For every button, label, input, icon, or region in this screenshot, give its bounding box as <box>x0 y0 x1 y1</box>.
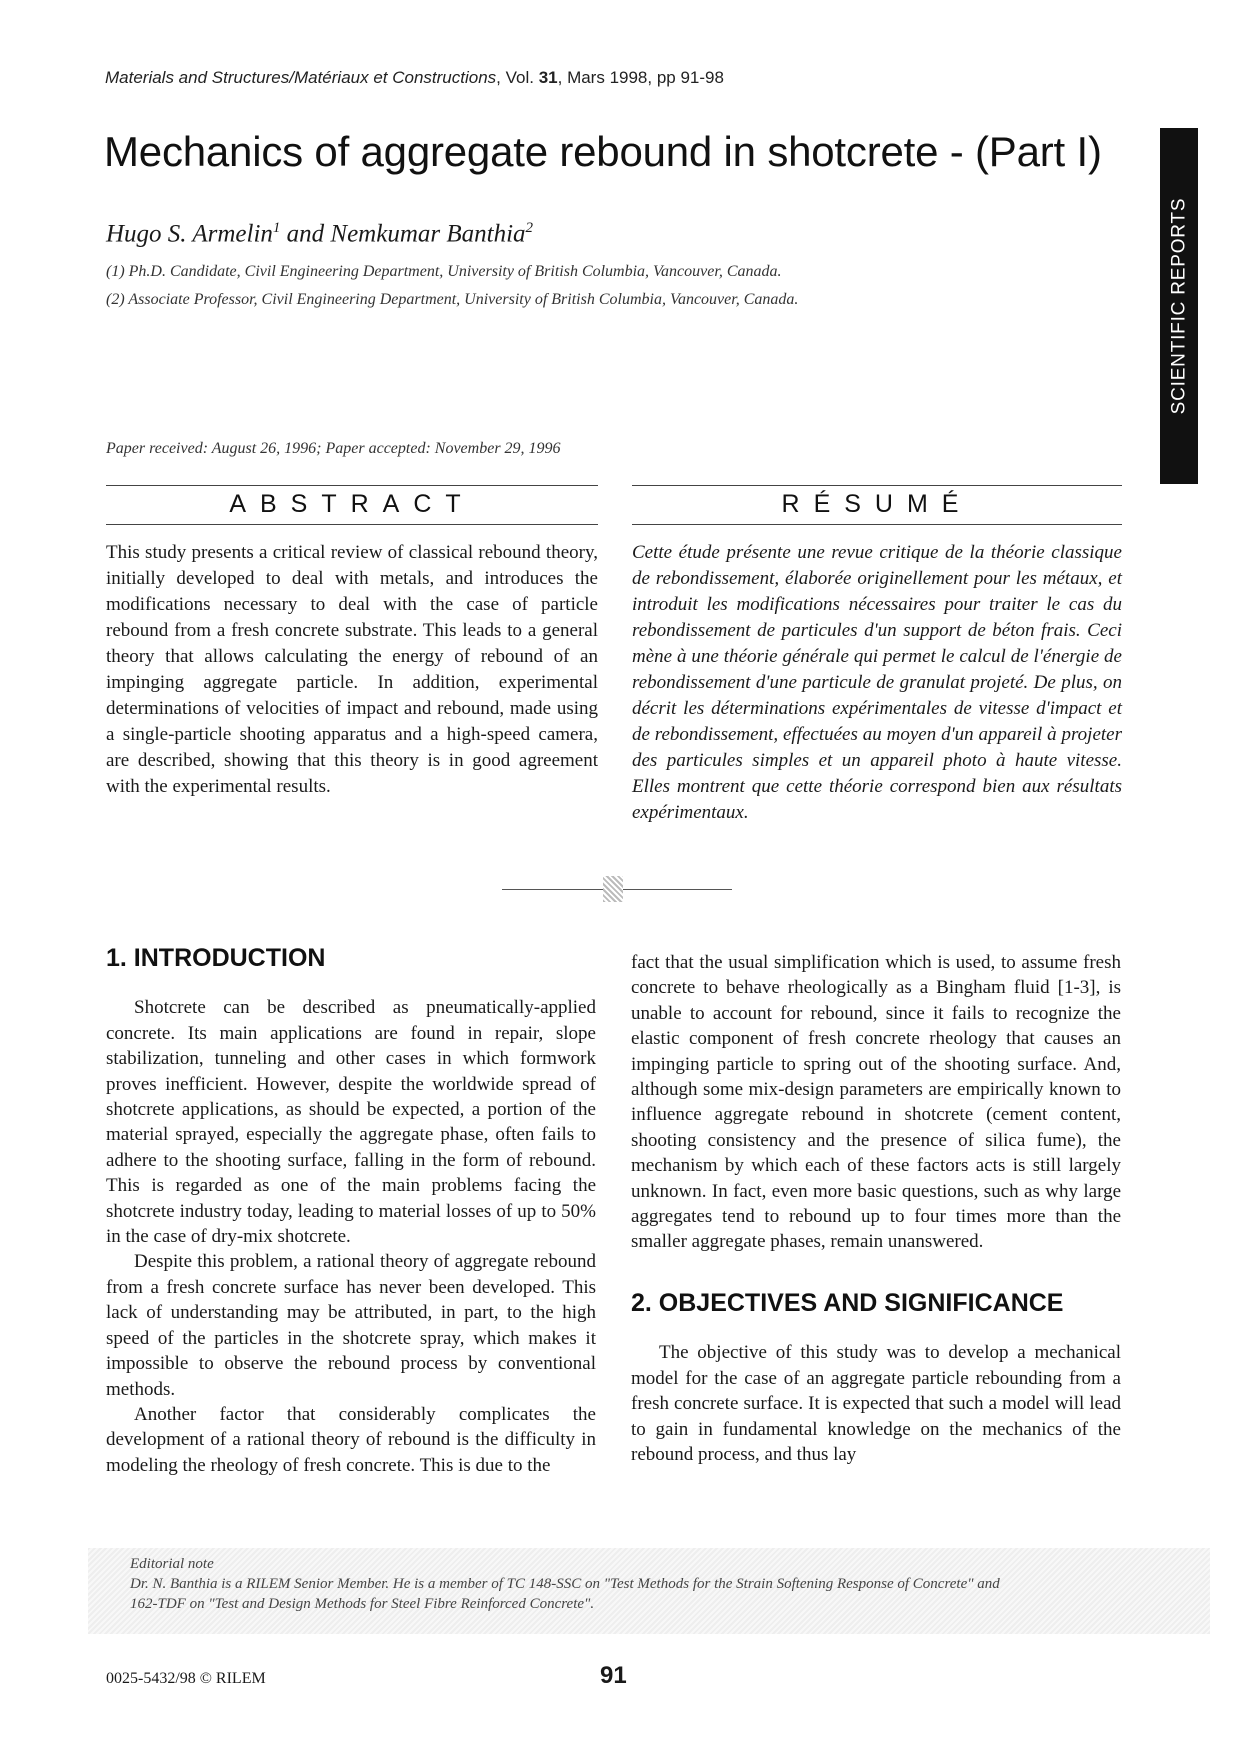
objectives-heading: 2. OBJECTIVES AND SIGNIFICANCE <box>631 1288 1064 1317</box>
resume-top-rule <box>632 485 1122 486</box>
abstract-top-rule <box>106 485 598 486</box>
intro-paragraph-1: Shotcrete can be described as pneumatically-applied concrete. Its main applications are found in repair, slope stabilization, tunneling and other cases in which formwork proves inefficient. However, despite the worldwide spread of shotcrete applications, as should be expected, a portion of the material sprayed, especially the aggregate phase, often fails to adhere to the shooting surface, falling in the form of rebound. This is regarded as one of the main problems facing the shotcrete industry today, leading to material losses of up to 50% in the case of dry-mix shotcrete. <box>106 997 596 1248</box>
issn-copyright: 0025-5432/98 © RILEM <box>106 1670 266 1687</box>
resume-bottom-rule <box>632 524 1122 525</box>
editorial-line-1: Dr. N. Banthia is a RILEM Senior Member. He is a member of TC 148-SSC on "Test Methods for the Strain Softening Response of Concrete" and <box>130 1576 1000 1592</box>
section-sidebar-tab <box>1160 128 1198 484</box>
affiliation-1: (1) Ph.D. Candidate, Civil Engineering Department, University of British Columbia, Vancouver, Canada. <box>106 263 782 280</box>
author-line <box>106 220 533 248</box>
author-banthia: Nemkumar Banthia <box>330 220 526 248</box>
editorial-label: Editorial note <box>130 1556 214 1572</box>
left-column <box>106 946 596 1478</box>
author-conjunction: and <box>280 220 331 248</box>
resume-heading: RÉSUMÉ <box>781 490 973 518</box>
abstract-heading: ABSTRACT <box>229 490 475 518</box>
volume-number: 31 <box>538 68 558 87</box>
resume-text: Cette étude présente une revue critique de la théorie classique de rebondissement, élaborée originellement pour les métaux, et introduit les modifications nécessaires pour traiter le cas du rebondissement de particules d'un support de béton frais. Ceci mène à une théorie générale qui permet le calcul de l'énergie de rebondissement d'une particule de granulat projeté. De plus, on décrit les déterminations expérimentales de vitesse d'impact et de rebondissement, effectuées au moyen d'un appareil à projeter des particules simples et un appareil photo à haute vitesse. Elles montrent que cette théorie correspond bien aux résultats expérimentaux. <box>632 542 1122 823</box>
introduction-heading: 1. INTRODUCTION <box>106 944 326 972</box>
intro-paragraph-2: Despite this problem, a rational theory of aggregate rebound from a fresh concrete surface has never been developed. This lack of understanding may be attributed, in part, to the high speed of the particles in the shotcrete spray, which makes it impossible to observe the rebound process by conventional methods. <box>106 1251 596 1400</box>
journal-name: Materials and Structures/Matériaux et Constructions <box>105 68 497 87</box>
author2-superscript: 2 <box>525 220 534 236</box>
right-column <box>631 950 1121 1467</box>
abstract-text: This study presents a critical review of classical rebound theory, initially developed to deal with metals, and introduces the modifications necessary to deal with the case of particle rebound from a fresh concrete substrate. This leads to a general theory that allows calculating the energy of rebound of an impinging aggregate particle. In addition, experimental determinations of velocities of impact and rebound, made using a single-particle shooting apparatus and a high-speed camera, are described, showing that this theory is in good agreement with the experimental results. <box>106 542 598 797</box>
divider-ornament <box>603 876 623 902</box>
page-number: 91 <box>600 1662 627 1689</box>
author-armelin: Hugo S. Armelin <box>106 220 273 248</box>
received-dates: Paper received: August 26, 1996; Paper accepted: November 29, 1996 <box>106 440 561 457</box>
intro-paragraph-4: fact that the usual simplification which is used, to assume fresh concrete to behave rheologically as a Bingham fluid [1-3], is unable to account for rebound, since it fails to recognize the elastic component of fresh concrete rheology that causes an impinging particle to spring out of the shooting surface. And, although some mix-design parameters are empirically known to influence aggregate rebound in shotcrete (cement content, shooting consistency and the presence of silica fume), the mechanism by which each of these factors acts is still largely unknown. In fact, even more basic questions, such as why large aggregates tend to rebound up to four times more than the smaller aggregate phases, remain unanswered. <box>631 952 1121 1253</box>
issue-pages: , Mars 1998, pp 91-98 <box>557 68 724 87</box>
affiliation-2: (2) Associate Professor, Civil Engineering Department, University of British Columbia, Vancouver, Canada. <box>106 291 799 308</box>
journal-citation <box>105 68 724 88</box>
sidebar-label: SCIENTIFIC REPORTS <box>1168 197 1189 415</box>
editorial-line-2: 162-TDF on "Test and Design Methods for Steel Fibre Reinforced Concrete". <box>130 1596 595 1612</box>
paper-title: Mechanics of aggregate rebound in shotcrete - (Part I) <box>104 128 1102 175</box>
volume-label: , Vol. <box>496 68 539 87</box>
author1-superscript: 1 <box>272 220 281 236</box>
intro-paragraph-3: Another factor that considerably complicates the development of a rational theory of rebound is the difficulty in modeling the rheology of fresh concrete. This is due to the <box>106 1403 596 1476</box>
objectives-paragraph-1: The objective of this study was to develop a mechanical model for the case of an aggregate particle rebounding from a fresh concrete surface. It is expected that such a model will lead to gain in fundamental knowledge on the mechanics of the rebound process, and thus lay <box>631 1342 1121 1465</box>
abstract-bottom-rule <box>106 524 598 525</box>
